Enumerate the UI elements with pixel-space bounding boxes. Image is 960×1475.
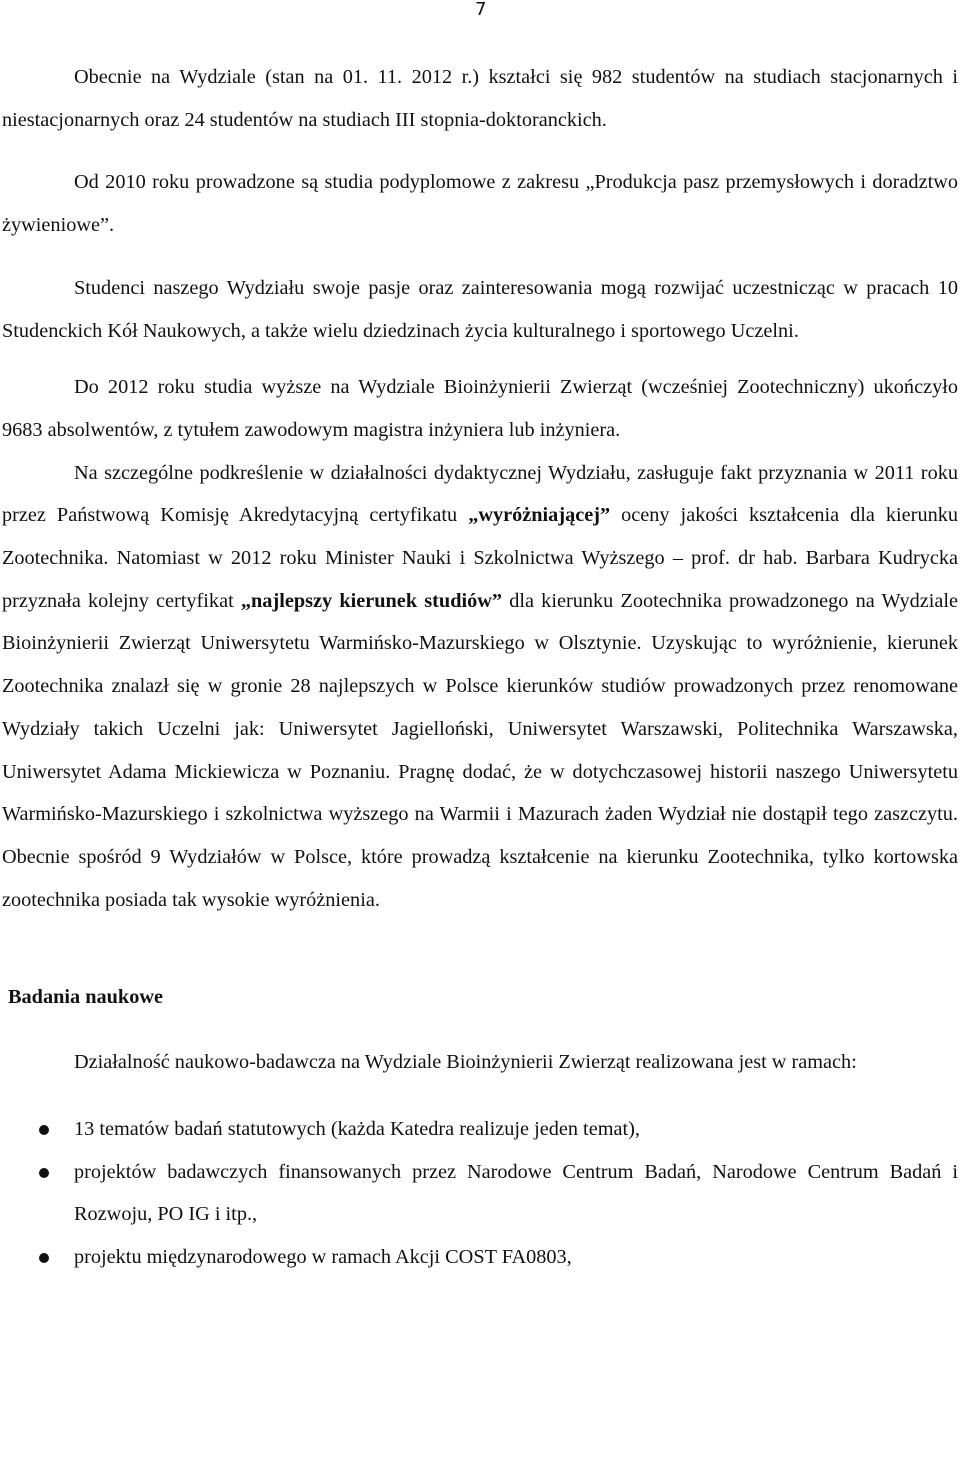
- paragraph-accreditation: [2, 452, 958, 922]
- text-segment: Na szczególne podkreślenie w działalności dydaktycznej Wydziału, zasługuje fakt przyznania w 2011 roku przez Państwową Komisję Akredytacyjną certyfikatu: [2, 461, 958, 527]
- paragraph-graduates: Do 2012 roku studia wyższe na Wydziale Bioinżynierii Zwierząt (wcześniej Zootechniczny) ukończyło 9683 absolwentów, z tytułem zawodowym magistra inżyniera lub inżyniera.: [2, 376, 958, 441]
- list-item: [2, 1236, 958, 1279]
- paragraph-science-clubs: Studenci naszego Wydziału swoje pasje oraz zainteresowania mogą rozwijać uczestnicząc w pracach 10 Studenckich Kół Naukowych, a także wielu dziedzinach życia kulturalnego i sportowego Uczelni.: [2, 276, 958, 342]
- research-list: [2, 1108, 958, 1279]
- bullet-icon: [39, 1168, 49, 1178]
- text-segment: oceny jakości kształcenia dla kierunku Zootechnika. Natomiast w 2012 roku Minister Nauki i Szkolnictwa Wyższego – prof. dr hab. Barbara Kudrycka przyznała kolejny certyfikat: [2, 504, 959, 612]
- paragraph-postgraduate: Od 2010 roku prowadzone są studia podyplomowe z zakresu „Produkcja pasz przemysłowych i doradztwo żywieniowe”.: [2, 171, 958, 237]
- section-heading: Badania naukowe: [8, 986, 163, 1009]
- paragraph-research-intro: Działalność naukowo-badawcza na Wydziale Bioinżynierii Zwierząt realizowana jest w ramach:: [74, 1051, 857, 1074]
- list-item-text: 13 tematów badań statutowych (każda Katedra realizuje jeden temat),: [74, 1118, 640, 1141]
- text-segment: dla kierunku Zootechnika prowadzonego na Wydziale Bioinżynierii Zwierząt Uniwersytetu Warmińsko-Mazurskiego w Olsztynie. Uzyskując to wyróżnienie, kierunek Zootechnika znalazł się w gronie 28 najlepszych w Polsce kierunków studiów prowadzonych przez renomowane Wydziały takich Uczelni jak: Uniwersytet Jagielloński, Uniwersytet Warszawski, Politechnika Warszawska, Uniwersytet Adama Mickiewicza w Poznaniu. Pragnę dodać, że w dotychczasowej historii naszego Uniwersytetu Warmińsko-Mazurskiego i szkolnictwa wyższego na Warmii i Mazurach żaden Wydział nie dostąpił tego zaszczytu. Obecnie spośród 9 Wydziałów w Polsce, które prowadzą kształcenie na kierunku Zootechnika, tylko kortowska zootechnika posiada tak wysokie wyróżnienia.: [2, 589, 958, 911]
- bold-phrase: „wyróżniającej”: [468, 504, 611, 527]
- bullet-icon: [39, 1253, 49, 1263]
- paragraph-students: Obecnie na Wydziale (stan na 01. 11. 2012 r.) kształci się 982 studentów na studiach stacjonarnych i niestacjonarnych oraz 24 studentów na studiach III stopnia-doktoranckich.: [2, 66, 958, 131]
- bullet-icon: [39, 1125, 49, 1135]
- page-number: 7: [475, 0, 487, 20]
- bold-phrase: „najlepszy kierunek studiów”: [240, 589, 503, 612]
- document-body: [2, 56, 958, 1279]
- list-item-text: projektów badawczych finansowanych przez Narodowe Centrum Badań, Narodowe Centrum Badań i Rozwoju, PO IG i itp.,: [74, 1160, 958, 1226]
- list-item-text: projektu międzynarodowego w ramach Akcji COST FA0803,: [74, 1246, 572, 1269]
- list-item: [2, 1108, 958, 1151]
- list-item: [2, 1151, 958, 1236]
